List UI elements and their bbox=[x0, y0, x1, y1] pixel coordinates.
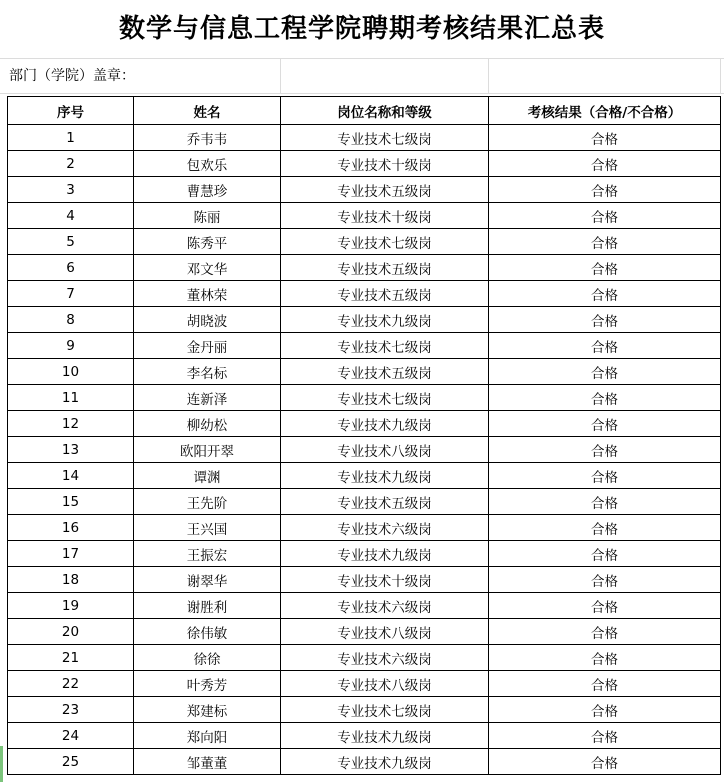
position-grade-cell[interactable]: 专业技术九级岗 bbox=[281, 541, 489, 567]
serial-number-cell[interactable]: 19 bbox=[8, 593, 134, 619]
assessment-result-cell[interactable]: 合格 bbox=[489, 203, 721, 229]
assessment-result-cell[interactable]: 合格 bbox=[489, 359, 721, 385]
position-grade-cell[interactable]: 专业技术五级岗 bbox=[281, 359, 489, 385]
assessment-result-cell[interactable]: 合格 bbox=[489, 177, 721, 203]
position-grade-cell[interactable]: 专业技术六级岗 bbox=[281, 645, 489, 671]
serial-number-cell[interactable]: 9 bbox=[8, 333, 134, 359]
table-row bbox=[8, 411, 721, 437]
table-row bbox=[8, 749, 721, 775]
table-row bbox=[8, 125, 721, 151]
name-cell[interactable]: 邓文华 bbox=[134, 255, 281, 281]
serial-number-cell[interactable]: 24 bbox=[8, 723, 134, 749]
table-body bbox=[8, 125, 721, 775]
table-row bbox=[8, 203, 721, 229]
name-cell[interactable]: 连新泽 bbox=[134, 385, 281, 411]
table-row bbox=[8, 307, 721, 333]
name-cell[interactable]: 欧阳开翠 bbox=[134, 437, 281, 463]
position-grade-cell[interactable]: 专业技术九级岗 bbox=[281, 723, 489, 749]
table-row bbox=[8, 151, 721, 177]
table-row bbox=[8, 489, 721, 515]
position-grade-cell[interactable]: 专业技术七级岗 bbox=[281, 229, 489, 255]
serial-number-cell[interactable]: 20 bbox=[8, 619, 134, 645]
gridline bbox=[488, 58, 489, 94]
table-row bbox=[8, 593, 721, 619]
assessment-result-cell[interactable]: 合格 bbox=[489, 749, 721, 775]
table-row bbox=[8, 463, 721, 489]
table-row bbox=[8, 645, 721, 671]
name-cell[interactable]: 谭渊 bbox=[134, 463, 281, 489]
assessment-result-cell[interactable]: 合格 bbox=[489, 541, 721, 567]
serial-number-cell[interactable]: 11 bbox=[8, 385, 134, 411]
header-serial-number[interactable]: 序号 bbox=[8, 97, 134, 125]
assessment-result-cell[interactable]: 合格 bbox=[489, 151, 721, 177]
serial-number-cell[interactable]: 21 bbox=[8, 645, 134, 671]
table-row bbox=[8, 619, 721, 645]
position-grade-cell[interactable]: 专业技术七级岗 bbox=[281, 697, 489, 723]
serial-number-cell[interactable]: 14 bbox=[8, 463, 134, 489]
serial-number-cell[interactable]: 8 bbox=[8, 307, 134, 333]
serial-number-cell[interactable]: 3 bbox=[8, 177, 134, 203]
serial-number-cell[interactable]: 17 bbox=[8, 541, 134, 567]
name-cell[interactable]: 胡晓波 bbox=[134, 307, 281, 333]
table-row bbox=[8, 567, 721, 593]
assessment-result-cell[interactable]: 合格 bbox=[489, 671, 721, 697]
position-grade-cell[interactable]: 专业技术十级岗 bbox=[281, 151, 489, 177]
serial-number-cell[interactable]: 1 bbox=[8, 125, 134, 151]
serial-number-cell[interactable]: 22 bbox=[8, 671, 134, 697]
name-cell[interactable]: 金丹丽 bbox=[134, 333, 281, 359]
table-row bbox=[8, 281, 721, 307]
assessment-result-cell[interactable]: 合格 bbox=[489, 463, 721, 489]
position-grade-cell[interactable]: 专业技术九级岗 bbox=[281, 749, 489, 775]
name-cell[interactable]: 乔韦韦 bbox=[134, 125, 281, 151]
name-cell[interactable]: 谢翠华 bbox=[134, 567, 281, 593]
position-grade-cell[interactable]: 专业技术九级岗 bbox=[281, 307, 489, 333]
name-cell[interactable]: 王兴国 bbox=[134, 515, 281, 541]
name-cell[interactable]: 包欢乐 bbox=[134, 151, 281, 177]
position-grade-cell[interactable]: 专业技术六级岗 bbox=[281, 593, 489, 619]
table-row bbox=[8, 333, 721, 359]
assessment-result-cell[interactable]: 合格 bbox=[489, 645, 721, 671]
gridline bbox=[720, 58, 721, 94]
name-cell[interactable]: 徐徐 bbox=[134, 645, 281, 671]
assessment-result-cell[interactable]: 合格 bbox=[489, 593, 721, 619]
serial-number-cell[interactable]: 16 bbox=[8, 515, 134, 541]
name-cell[interactable]: 徐伟敏 bbox=[134, 619, 281, 645]
position-grade-cell[interactable]: 专业技术七级岗 bbox=[281, 125, 489, 151]
table-row bbox=[8, 697, 721, 723]
assessment-result-cell[interactable]: 合格 bbox=[489, 385, 721, 411]
assessment-result-cell[interactable]: 合格 bbox=[489, 281, 721, 307]
name-cell[interactable]: 王振宏 bbox=[134, 541, 281, 567]
serial-number-cell[interactable]: 15 bbox=[8, 489, 134, 515]
gridline bbox=[0, 93, 724, 94]
name-cell[interactable]: 谢胜利 bbox=[134, 593, 281, 619]
position-grade-cell[interactable]: 专业技术五级岗 bbox=[281, 177, 489, 203]
position-grade-cell[interactable]: 专业技术五级岗 bbox=[281, 489, 489, 515]
assessment-result-cell[interactable]: 合格 bbox=[489, 437, 721, 463]
gridline bbox=[280, 58, 281, 94]
name-cell[interactable]: 曹慧珍 bbox=[134, 177, 281, 203]
department-stamp-label: 部门（学院）盖章： bbox=[9, 68, 135, 84]
name-cell[interactable]: 董林荣 bbox=[134, 281, 281, 307]
position-grade-cell[interactable]: 专业技术八级岗 bbox=[281, 671, 489, 697]
table-header-row bbox=[8, 97, 721, 125]
table-row bbox=[8, 515, 721, 541]
table-row bbox=[8, 723, 721, 749]
gridline bbox=[0, 58, 724, 59]
table-row bbox=[8, 359, 721, 385]
name-cell[interactable]: 叶秀芳 bbox=[134, 671, 281, 697]
header-position-grade[interactable]: 岗位名称和等级 bbox=[281, 97, 489, 125]
position-grade-cell[interactable]: 专业技术六级岗 bbox=[281, 515, 489, 541]
serial-number-cell[interactable]: 4 bbox=[8, 203, 134, 229]
assessment-result-cell[interactable]: 合格 bbox=[489, 333, 721, 359]
name-cell[interactable]: 邹董董 bbox=[134, 749, 281, 775]
serial-number-cell[interactable]: 18 bbox=[8, 567, 134, 593]
position-grade-cell[interactable]: 专业技术九级岗 bbox=[281, 463, 489, 489]
position-grade-cell[interactable]: 专业技术八级岗 bbox=[281, 619, 489, 645]
serial-number-cell[interactable]: 5 bbox=[8, 229, 134, 255]
header-assessment-result[interactable]: 考核结果（合格/不合格） bbox=[489, 97, 721, 125]
position-grade-cell[interactable]: 专业技术五级岗 bbox=[281, 281, 489, 307]
serial-number-cell[interactable]: 7 bbox=[8, 281, 134, 307]
position-grade-cell[interactable]: 专业技术五级岗 bbox=[281, 255, 489, 281]
position-grade-cell[interactable]: 专业技术十级岗 bbox=[281, 203, 489, 229]
serial-number-cell[interactable]: 13 bbox=[8, 437, 134, 463]
serial-number-cell[interactable]: 2 bbox=[8, 151, 134, 177]
serial-number-cell[interactable]: 23 bbox=[8, 697, 134, 723]
table-row bbox=[8, 437, 721, 463]
table-row bbox=[8, 671, 721, 697]
assessment-result-cell[interactable]: 合格 bbox=[489, 125, 721, 151]
name-cell[interactable]: 郑向阳 bbox=[134, 723, 281, 749]
serial-number-cell[interactable]: 25 bbox=[8, 749, 134, 775]
table-row bbox=[8, 255, 721, 281]
position-grade-cell[interactable]: 专业技术八级岗 bbox=[281, 437, 489, 463]
assessment-result-cell[interactable]: 合格 bbox=[489, 567, 721, 593]
selection-indicator bbox=[0, 746, 3, 782]
position-grade-cell[interactable]: 专业技术九级岗 bbox=[281, 411, 489, 437]
page-title: 数学与信息工程学院聘期考核结果汇总表 bbox=[0, 0, 724, 58]
name-cell[interactable]: 陈丽 bbox=[134, 203, 281, 229]
name-cell[interactable]: 陈秀平 bbox=[134, 229, 281, 255]
assessment-result-cell[interactable]: 合格 bbox=[489, 489, 721, 515]
position-grade-cell[interactable]: 专业技术十级岗 bbox=[281, 567, 489, 593]
table-row bbox=[8, 541, 721, 567]
assessment-result-cell[interactable]: 合格 bbox=[489, 411, 721, 437]
name-cell[interactable]: 柳幼松 bbox=[134, 411, 281, 437]
table-row bbox=[8, 177, 721, 203]
header-name[interactable]: 姓名 bbox=[134, 97, 281, 125]
assessment-result-cell[interactable]: 合格 bbox=[489, 723, 721, 749]
assessment-result-cell[interactable]: 合格 bbox=[489, 619, 721, 645]
table-row bbox=[8, 229, 721, 255]
assessment-result-cell[interactable]: 合格 bbox=[489, 229, 721, 255]
name-cell[interactable]: 李名标 bbox=[134, 359, 281, 385]
assessment-result-cell[interactable]: 合格 bbox=[489, 255, 721, 281]
serial-number-cell[interactable]: 12 bbox=[8, 411, 134, 437]
table-row bbox=[8, 385, 721, 411]
name-cell[interactable]: 郑建标 bbox=[134, 697, 281, 723]
name-cell[interactable]: 王先阶 bbox=[134, 489, 281, 515]
results-table bbox=[7, 96, 721, 775]
assessment-result-cell[interactable]: 合格 bbox=[489, 515, 721, 541]
position-grade-cell[interactable]: 专业技术七级岗 bbox=[281, 333, 489, 359]
assessment-result-cell[interactable]: 合格 bbox=[489, 697, 721, 723]
serial-number-cell[interactable]: 10 bbox=[8, 359, 134, 385]
position-grade-cell[interactable]: 专业技术七级岗 bbox=[281, 385, 489, 411]
serial-number-cell[interactable]: 6 bbox=[8, 255, 134, 281]
assessment-result-cell[interactable]: 合格 bbox=[489, 307, 721, 333]
